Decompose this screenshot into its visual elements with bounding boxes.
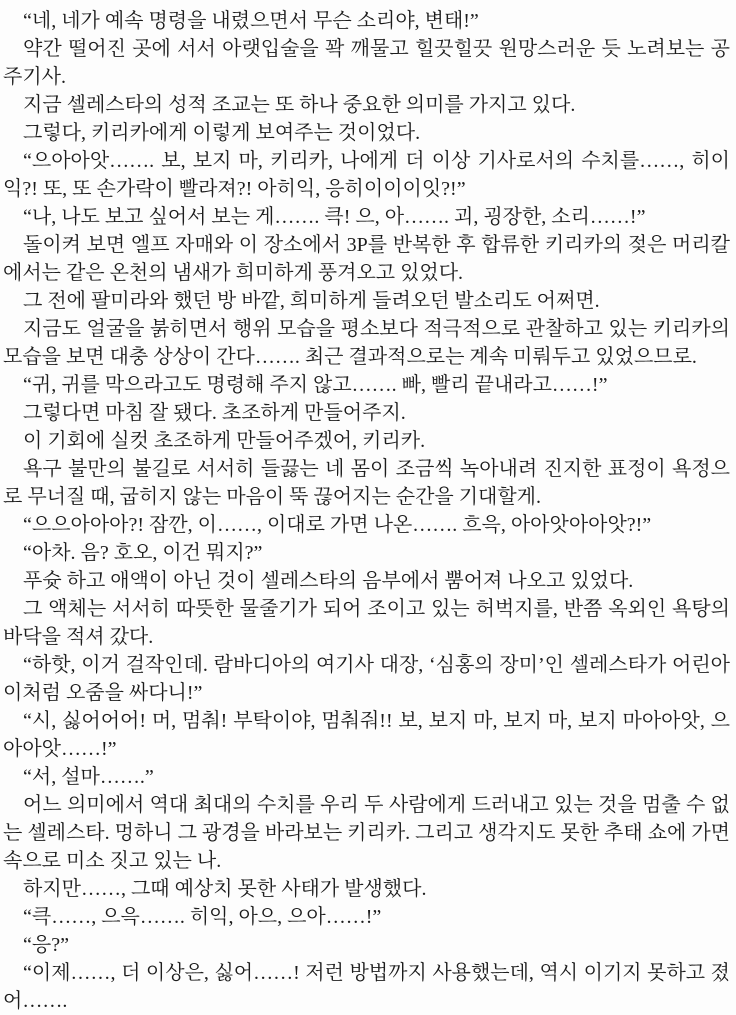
paragraph: 그 전에 팔미라와 했던 방 바깥, 희미하게 들려오던 발소리도 어쩌면. xyxy=(23,290,600,312)
paragraph: 그 액체는 서서히 따뜻한 물줄기가 되어 조이고 있는 허벅지를, 반쯤 옥외인 욕탕의 바닥을 적셔 갔다. xyxy=(3,598,730,648)
paragraph: “응?” xyxy=(23,934,69,956)
paragraph: 욕구 불만의 불길로 서서히 들끓는 네 몸이 조금씩 녹아내려 진지한 표정이 욕정으로 무너질 때, 굽히지 않는 마음이 뚝 끊어지는 순간을 기대할게. xyxy=(3,458,730,508)
paragraph: “네, 네가 예속 명령을 내렸으면서 무슨 소리야, 변태!” xyxy=(23,10,479,32)
paragraph: “으으아아아?! 잠깐, 이……, 이대로 가면 나온……. 흐윽, 아아앗아아앗?!” xyxy=(23,514,652,536)
paragraph: 그렇다면 마침 잘 됐다. 초조하게 만들어주지. xyxy=(23,402,406,424)
paragraph: 하지만……, 그때 예상치 못한 사태가 발생했다. xyxy=(23,878,427,900)
paragraph: “큭……, 으윽……. 히익, 아으, 으아……!” xyxy=(23,906,382,928)
paragraph: “으아아앗……. 보, 보지 마, 키리카, 나에게 더 이상 기사로서의 수치를……, 히이익?! 또, 또 손가락이 빨라져?! 아히익, 응히이이이잇?!” xyxy=(3,150,730,200)
paragraph: 약간 떨어진 곳에 서서 아랫입술을 꽉 깨물고 힐끗힐끗 원망스러운 듯 노려보는 공주기사. xyxy=(3,38,730,88)
paragraph: “시, 싫어어어! 머, 멈춰! 부탁이야, 멈춰줘!! 보, 보지 마, 보지 마, 보지 마아아앗, 으아아앗……!” xyxy=(3,710,730,760)
paragraph: “이제……, 더 이상은, 싫어……! 저런 방법까지 사용했는데, 역시 이기지 못하고 졌어……. xyxy=(3,962,730,1012)
paragraph: 이 기회에 실컷 초조하게 만들어주겠어, 키리카. xyxy=(23,430,426,452)
paragraph: 어느 의미에서 역대 최대의 수치를 우리 두 사람에게 드러내고 있는 것을 멈출 수 없는 셀레스타. 멍하니 그 광경을 바라보는 키리카. 그리고 생각지도 못한 추태 쇼에 가면 속으로 미소 짓고 있는 나. xyxy=(3,794,730,872)
paragraph: 푸슛 하고 애액이 아닌 것이 셀레스타의 음부에서 뿜어져 나오고 있었다. xyxy=(23,570,634,592)
paragraph: “귀, 귀를 막으라고도 명령해 주지 않고……. 빠, 빨리 끝내라고……!” xyxy=(23,374,608,396)
paragraph: 지금 셀레스타의 성적 조교는 또 하나 중요한 의미를 가지고 있다. xyxy=(23,94,576,116)
paragraph: 돌이켜 보면 엘프 자매와 이 장소에서 3P를 반복한 후 합류한 키리카의 젖은 머리칼에서는 같은 온천의 냄새가 희미하게 풍겨오고 있었다. xyxy=(3,234,730,284)
paragraph: 지금도 얼굴을 붉히면서 행위 모습을 평소보다 적극적으로 관찰하고 있는 키리카의 모습을 보면 대충 상상이 간다……. 최근 결과적으로는 계속 미뤄두고 있었으므로. xyxy=(3,318,730,368)
paragraph: “아차. 음? 호오, 이건 뭐지?” xyxy=(23,542,263,564)
paragraph: “하핫, 이거 걸작인데. 람바디아의 여기사 대장, ‘심홍의 장미’인 셀레스타가 어린아이처럼 오줌을 싸다니!” xyxy=(3,654,730,704)
paragraph: 그렇다, 키리카에게 이렇게 보여주는 것이었다. xyxy=(23,122,421,144)
paragraph: “나, 나도 보고 싶어서 보는 게……. 큭! 으, 아……. 괴, 굉장한, 소리……!” xyxy=(23,206,646,228)
paragraph: “서, 설마…….” xyxy=(23,766,154,788)
